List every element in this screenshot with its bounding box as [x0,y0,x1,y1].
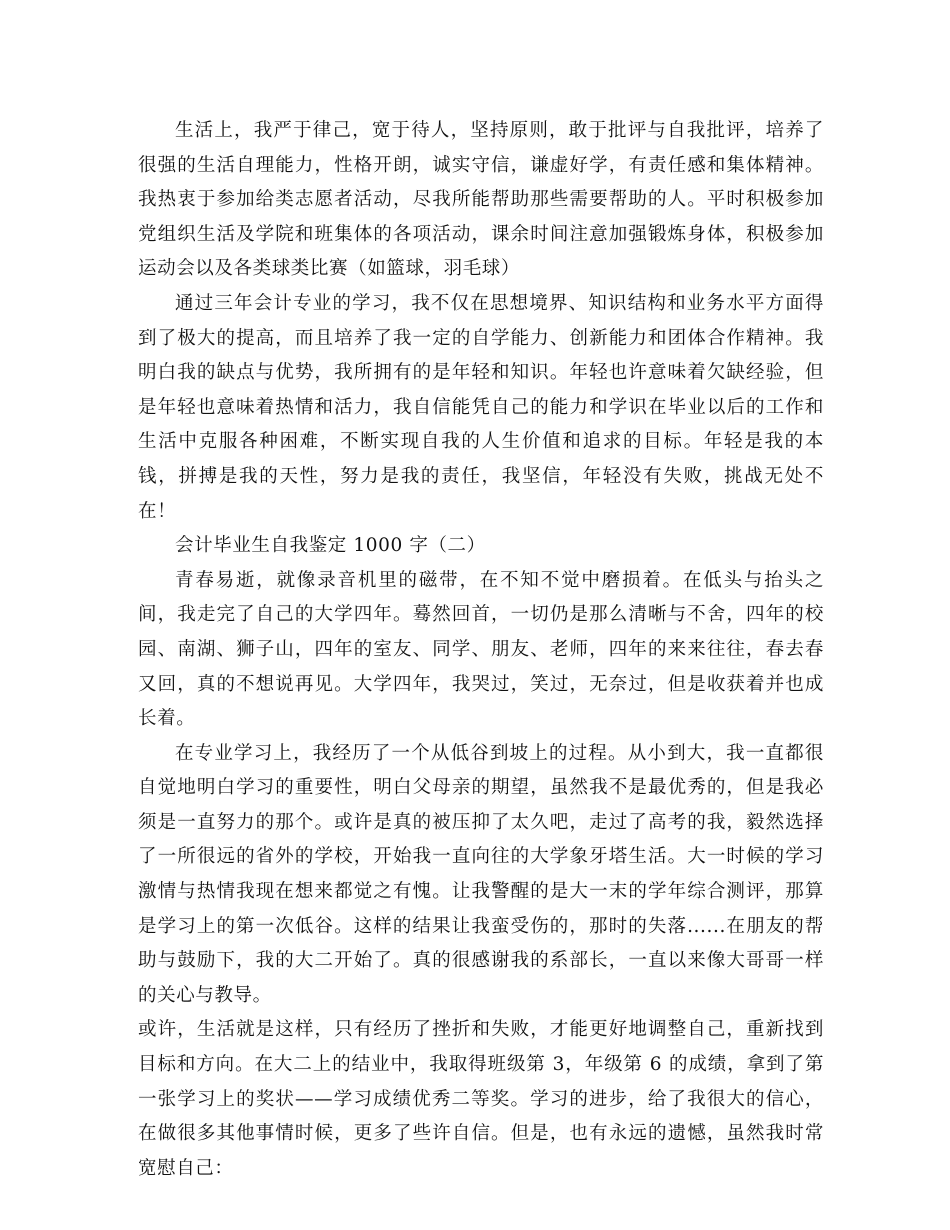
paragraph-study-summary: 通过三年会计专业的学习，我不仅在思想境界、知识结构和业务水平方面得到了极大的提高，而且培养了我一定的自学能力、创新能力和团体合作精神。我明白我的缺点与优势，我所拥有的是年轻和知识。年轻也许意味着欠缺经验，但是年轻也意味着热情和活力，我自信能凭自己的能力和学识在毕业以后的工作和生活中克服各种困难，不断实现自我的人生价值和追求的目标。年轻是我的本钱，拼搏是我的天性，努力是我的责任，我坚信，年轻没有失败，挑战无处不在！ [138,292,824,522]
paragraph-life: 生活上，我严于律己，宽于待人，坚持原则，敢于批评与自我批评，培养了很强的生活自理能力，性格开朗，诚实守信，谦虚好学，有责任感和集体精神。我热衷于参加给类志愿者活动，尽我所能帮助那些需要帮助的人。平时积极参加党组织生活及学院和班集体的各项活动，课余时间注意加强锻炼身体，积极参加运动会以及各类球类比赛（如篮球，羽毛球） [138,120,824,280]
document-body [138,114,824,1186]
paragraph-setbacks: 或许，生活就是这样，只有经历了挫折和失败，才能更好地调整自己，重新找到目标和方向。在大二上的结业中，我取得班级第 3，年级第 6 的成绩，拿到了第一张学习上的奖状——学习成绩优秀二等奖。学习的进步，给了我很大的信心，在做很多其他事情时候，更多了些许自信。但是，也有永远的遗憾，虽然我时常宽慰自己： [138,1019,824,1179]
paragraph-youth: 青春易逝，就像录音机里的磁带，在不知不觉中磨损着。在低头与抬头之间，我走完了自己的大学四年。蓦然回首，一切仍是那么清晰与不舍，四年的校园、南湖、狮子山，四年的室友、同学、朋友、老师，四年的来来往往，春去春又回，真的不想说再见。大学四年，我哭过，笑过，无奈过，但是收获着并也成长着。 [138,569,824,730]
paragraph-professional-study: 在专业学习上，我经历了一个从低谷到坡上的过程。从小到大，我一直都很自觉地明白学习的重要性，明白父母亲的期望，虽然我不是最优秀的，但是我必须是一直努力的那个。或许是真的被压抑了太久吧，走过了高考的我，毅然选择了一所很远的省外的学校，开始我一直向往的大学象牙塔生活。大一时候的学习激情与热情我现在想来都觉之有愧。让我警醒的是大一末的学年综合测评，那算是学习上的第一次低谷。这样的结果让我蛮受伤的，那时的失落......在朋友的帮助与鼓励下，我的大二开始了。真的很感谢我的系部长，一直以来像大哥哥一样的关心与教导。 [138,742,824,1006]
section-heading: 会计毕业生自我鉴定 1000 字（二） [175,535,486,557]
